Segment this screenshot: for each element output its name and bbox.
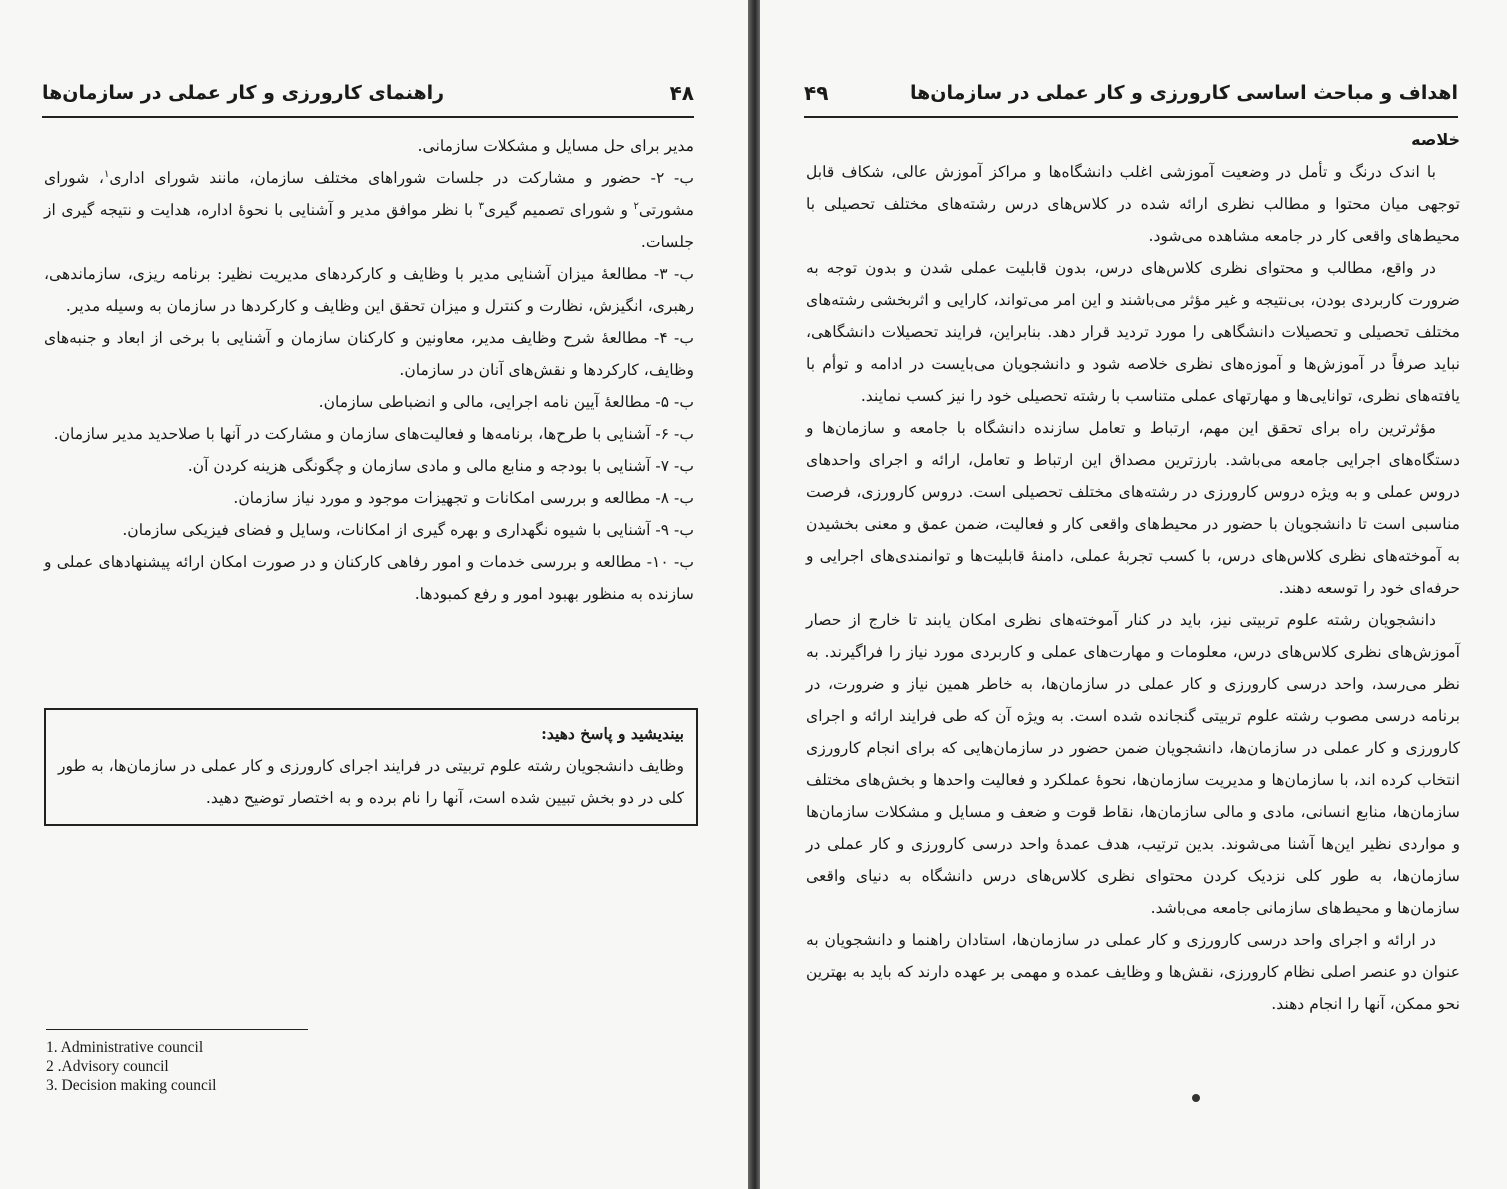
footnote-ref: ۲ xyxy=(633,200,639,212)
paragraph: ب- ۳- مطالعهٔ میزان آشنایی مدیر با وظایف و کارکردهای مدیریت نظیر: برنامه ریزی، سازماندهی، رهبری، انگیزش، نظارت و کنترل و میزان تحقق این وظایف و کارکردها در سازمان به وسیله مدیر. xyxy=(44,265,694,315)
paragraph: مدیر برای حل مسایل و مشکلات سازمانی. xyxy=(417,137,694,155)
paragraph: در ارائه و اجرای واحد درسی کارورزی و کار عملی در سازمان‌ها، استادان راهنما و دانشجویان به عنوان دو عنصر اصلی نظام کارورزی، نقش‌ها و وظایف عمده و مهمی بر عهده دارند که باید به بهترین نحو ممکن، آنها را انجام دهند. xyxy=(806,931,1460,1013)
footnote: 3. Decision making council xyxy=(46,1077,217,1094)
paragraph: ب- ۶- آشنایی با طرح‌ها، برنامه‌ها و فعالیت‌های سازمان و مشارکت در آنها با صلاحدید مدیر سازمان. xyxy=(53,425,694,443)
right-page-body xyxy=(806,124,1460,1020)
section-title: خلاصه xyxy=(1411,130,1460,149)
paragraph xyxy=(44,162,694,258)
box-text: وظایف دانشجویان رشته علوم تربیتی در فرایند اجرای کارورزی و کار عملی در سازمان‌ها، به طور کلی در دو بخش تبیین شده است، آنها را نام برده و به اختصار توضیح دهید. xyxy=(58,757,684,807)
footnote-ref: ۳ xyxy=(478,200,484,212)
paragraph: ب- ۱۰- مطالعه و بررسی خدمات و امور رفاهی کارکنان و در صورت امکان ارائه پیشنهادهای عملی و سازنده به منظور بهبود امور و رفع کمبودها. xyxy=(44,553,695,603)
right-page xyxy=(760,0,1507,1189)
paragraph-text: ، شورای مشورتی xyxy=(44,169,694,219)
running-title: اهداف و مباحث اساسی کارورزی و کار عملی در سازمان‌ها xyxy=(909,82,1458,104)
left-page xyxy=(0,0,748,1189)
end-bullet-icon xyxy=(1192,1094,1200,1102)
page-number: ۴۸ xyxy=(669,81,694,105)
paragraph: ب- ۵- مطالعهٔ آیین نامه اجرایی، مالی و انضباطی سازمان. xyxy=(318,393,694,411)
footnote-ref: ۱ xyxy=(103,168,110,180)
footnote: 2 .Advisory council xyxy=(46,1058,169,1075)
paragraph: در واقع، مطالب و محتوای نظری کلاس‌های درس، بدون قابلیت عملی شدن و بدون توجه به ضرورت کاربردی بودن، بی‌نتیجه و غیر مؤثر می‌باشند و این امر می‌تواند، کارایی و اثربخشی رشته‌های مختلف تحصیلی و تحصیلات دانشگاهی را مورد تردید قرار دهد. بنابراین، فرایند تحصیلات دانشگاهی، نباید صرفاً در آموزش‌ها و آموزه‌های نظری خلاصه شود و دانشجویان می‌بایست در ادامه و توأم با یافته‌های نظری، توانایی‌ها و مهارتهای عملی متناسب با رشته تحصیلی خود را نیز کسب نمایند. xyxy=(806,259,1460,405)
paragraph-text: با نظر موافق مدیر و آشنایی با نحوهٔ اداره، هدایت و نتیجه گیری از جلسات. xyxy=(44,201,694,251)
footnote: 1. Administrative council xyxy=(46,1039,204,1056)
paragraph: ب- ۸- مطالعه و بررسی امکانات و تجهیزات موجود و مورد نیاز سازمان. xyxy=(233,489,694,507)
footnote-divider xyxy=(46,1029,308,1030)
paragraph: مؤثرترین راه برای تحقق این مهم، ارتباط و تعامل سازنده دانشگاه با جامعه و سازمان‌ها و دستگاه‌های اجرایی جامعه می‌باشد. بارزترین مصداق این ارتباط و تعامل، ارائه و اجرای واحدهای دروس عملی و به ویژه دروس کارورزی در رشته‌های مختلف تحصیلی است. دروس کارورزی، فرصت مناسبی است تا دانشجویان با حضور در محیط‌های واقعی کار و فعالیت، ضمن عمق و معنی بخشیدن به آموخته‌های نظری کلاس‌های درس، با کسب تجربهٔ عملی، دامنهٔ قابلیت‌ها و توانمندی‌های اجرایی و حرفه‌ای خود را توسعه دهند. xyxy=(806,419,1460,597)
think-and-answer-box xyxy=(44,708,698,826)
paragraph: ب- ۴- مطالعهٔ شرح وظایف مدیر، معاونین و کارکنان سازمان و آشنایی با برخی از ابعاد و جنبه‌های وظایف، کارکردها و نقش‌های آنان در سازمان. xyxy=(44,329,694,379)
paragraph-text: و شورای تصمیم گیری xyxy=(483,201,634,219)
running-title: راهنمای کارورزی و کار عملی در سازمان‌ها xyxy=(42,82,445,104)
page-number: ۴۹ xyxy=(804,81,829,105)
paragraph: با اندک درنگ و تأمل در وضعیت آموزشی اغلب دانشگاه‌ها و مراکز آموزش عالی، شکاف قابل توجهی میان محتوا و مطالب نظری ارائه شده در کلاس‌های درس رشته‌های مختلف تحصیلی با محیط‌های واقعی کار در جامعه مشاهده می‌شود. xyxy=(806,163,1460,245)
paragraph: دانشجویان رشته علوم تربیتی نیز، باید در کنار آموخته‌های نظری امکان یابند تا خارج از حصار آموزش‌های نظری کلاس‌های درس، معلومات و مهارت‌های عملی و کاربردی مورد نیاز را فراگیرند. به نظر می‌رسد، واحد درسی کارورزی و کار عملی در سازمان‌ها، به خاطر همین نیاز و ضرورت، در برنامه درسی مصوب رشته علوم تربیتی گنجانده شده است. به ویژه آن که طی فرایند ارائه و اجرای کارورزی و کار عملی در سازمان‌ها، دانشجویان ضمن حضور در سازمان‌هایی که برای انجام کارورزی انتخاب کرده اند، با سازمان‌ها و مدیریت سازمان‌ها، نحوهٔ عملکرد و فعالیت واحدها و بخش‌های مختلف سازمان‌ها، منابع انسانی، مادی و مالی سازمان‌ها، نقاط قوت و ضعف و مسایل و مشکلات سازمان‌ها و مواردی نظیر این‌ها آشنا می‌شوند. بدین ترتیب، هدف عمدهٔ واحد درسی کارورزی و کار عملی در سازمان‌ها، به طور کلی نزدیک کردن محتوای نظری کلاس‌های درس دانشگاه به دنیای واقعی سازمان‌ها و محیط‌های سازمانی جامعه می‌باشد. xyxy=(806,611,1460,917)
paragraph: ب- ۷- آشنایی با بودجه و منابع مالی و مادی سازمان و چگونگی هزینه کردن آن. xyxy=(187,457,694,475)
footnotes xyxy=(46,1038,216,1095)
left-page-body xyxy=(44,130,694,610)
right-page-header xyxy=(804,70,1458,118)
left-page-header xyxy=(42,70,694,118)
paragraph: ب- ۹- آشنایی با شیوه نگهداری و بهره گیری از امکانات، وسایل و فضای فیزیکی سازمان. xyxy=(122,521,694,539)
box-title: بیندیشید و پاسخ دهید: xyxy=(541,724,684,743)
paragraph-text: ب- ۲- حضور و مشارکت در جلسات شوراهای مختلف سازمان، مانند شورای اداری xyxy=(109,169,695,187)
book-spine xyxy=(748,0,760,1189)
